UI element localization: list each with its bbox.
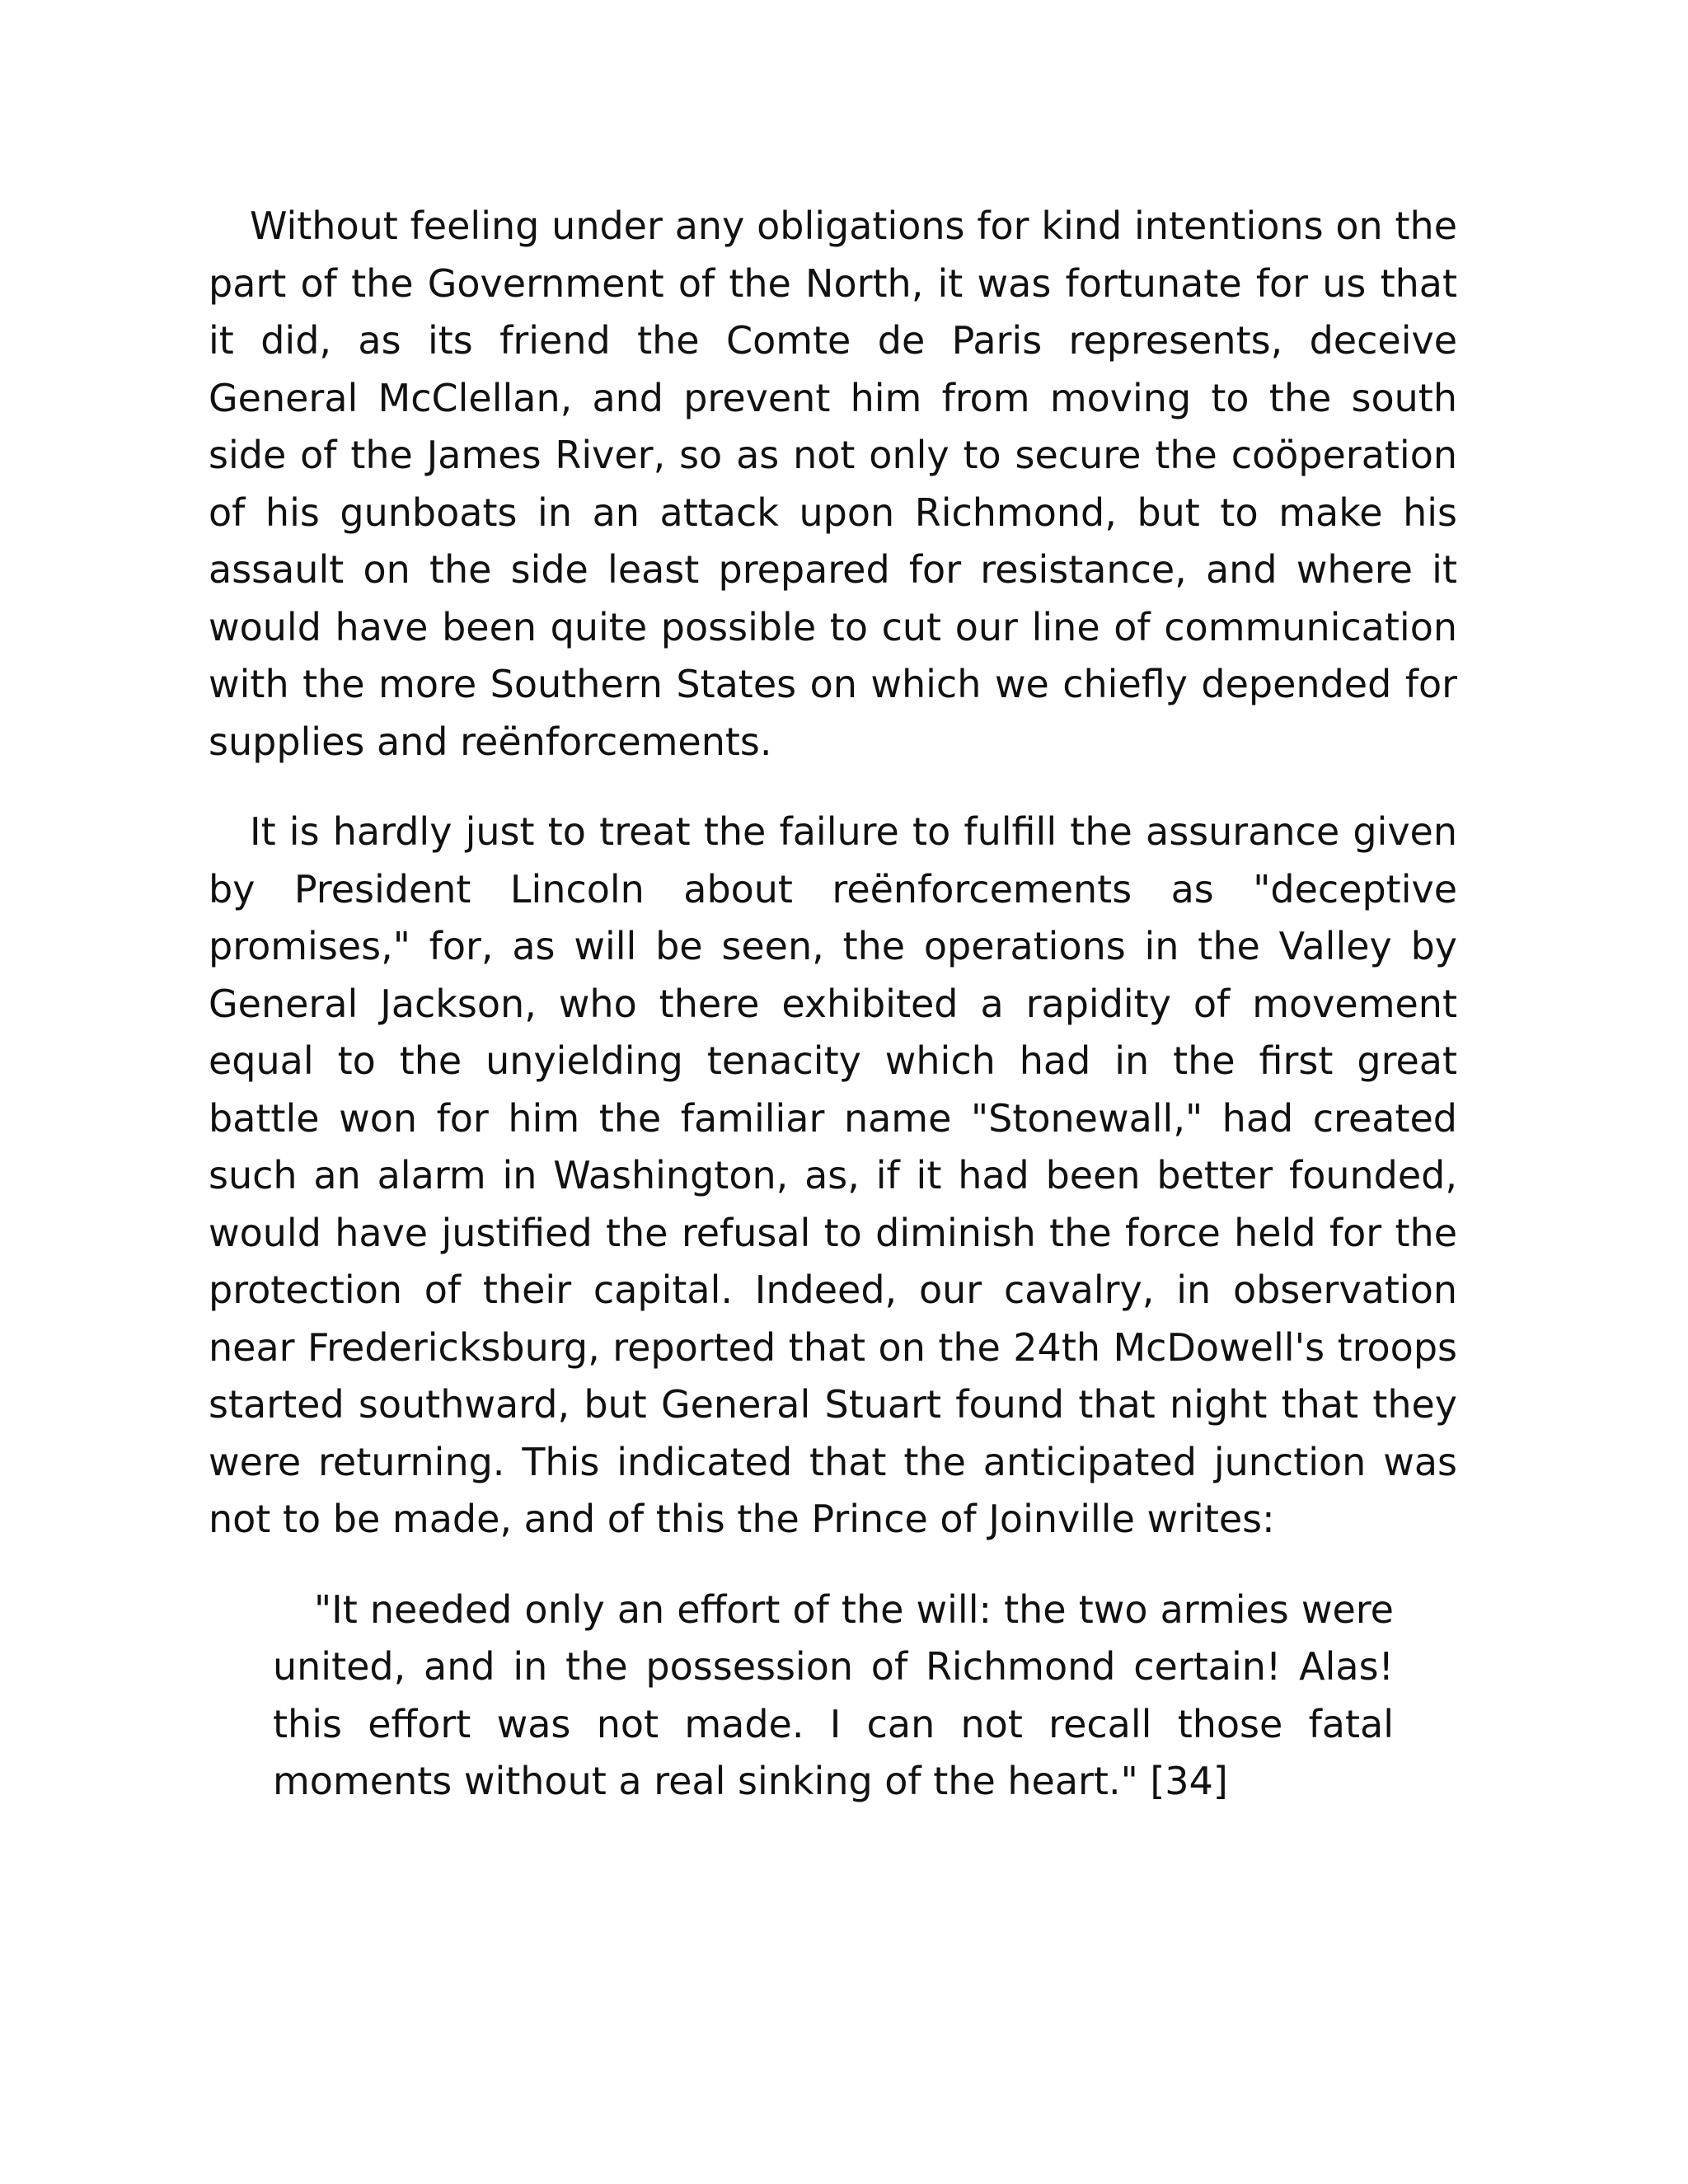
- document-page: [209, 198, 1457, 1811]
- paragraph: Without feeling under any obligations for kind intentions on the part of the Government of the North, it was fortunate for us that it did, as its friend the Comte de Paris represents, deceive General McClellan, and prevent him from moving to the south side of the James River, so as not only to secure the coöperation of his gunboats in an attack upon Richmond, but to make his assault on the side least prepared for resistance, and where it would have been quite possible to cut our line of communication with the more Southern States on which we chiefly depended for supplies and reënforcements.: [209, 204, 1457, 764]
- paragraph: It is hardly just to treat the failure to fulfill the assurance given by President Lincoln about reënforcements as "deceptive promises," for, as will be seen, the operations in the Valley by General Jackson, who there exhibited a rapidity of movement equal to the unyielding tenacity which had in the first great battle won for him the familiar name "Stonewall," had created such an alarm in Washington, as, if it had been better founded, would have justified the refusal to diminish the force held for the protection of their capital. Indeed, our cavalry, in observation near Fredericksburg, reported that on the 24th McDowell's troops started southward, but General Stuart found that night that they were returning. This indicated that the anticipated junction was not to be made, and of this the Prince of Joinville writes:: [209, 809, 1457, 1541]
- block-quote: "It needed only an effort of the will: the two armies were united, and in the possession of Richmond certain! Alas! this effort was not made. I can not recall those fatal moments without a real sinking of the heart." [34]: [273, 1586, 1394, 1803]
